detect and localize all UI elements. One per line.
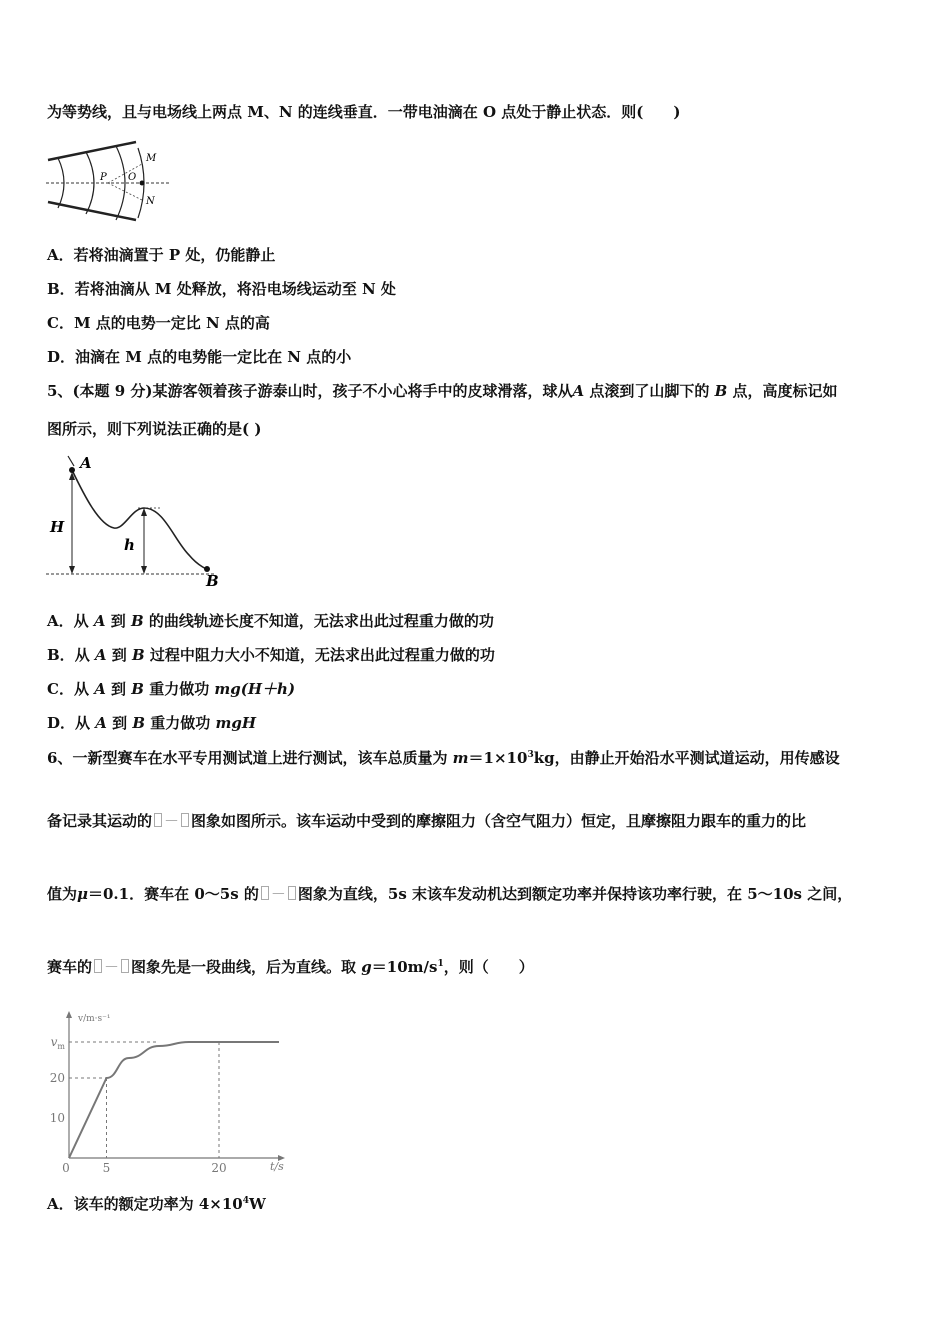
option-text: 从 <box>73 680 95 698</box>
stem-text: ＝10m/s <box>371 958 438 976</box>
q4-field-figure <box>44 140 174 222</box>
symbol-mu: μ <box>77 885 88 903</box>
q5-option-d <box>47 713 256 733</box>
superscript: 1 <box>437 959 444 969</box>
option-letter: A． <box>47 1195 74 1213</box>
dash: － <box>270 885 286 903</box>
option-text: M 点的电势一定比 N 点的高 <box>73 314 270 332</box>
dash: － <box>104 958 120 976</box>
option-letter: C． <box>47 680 74 698</box>
x-tick-label: 20 <box>211 1161 227 1174</box>
option-text: 若将油滴从 M 处释放，将沿电场线运动至 N 处 <box>74 280 396 298</box>
option-text: 从 <box>75 714 96 732</box>
q5-label-a: A <box>80 454 92 472</box>
point-b: B <box>714 382 728 400</box>
question-tag: (本题 9 分) <box>72 382 153 400</box>
stem-text: 图象先是一段曲线，后为直线。取 <box>131 958 362 976</box>
missing-glyph-icon <box>154 813 162 827</box>
vt-series-line <box>69 1042 279 1158</box>
option-text: 油滴在 M 点的电势能一定比在 N 点的小 <box>75 348 352 366</box>
option-text: 的曲线轨迹长度不知道，无法求出此过程重力做的功 <box>143 612 494 630</box>
stem-text: 备记录其运动的 <box>47 812 153 830</box>
q5-hill-figure <box>44 450 229 590</box>
missing-glyph-icon <box>94 959 102 973</box>
option-letter: A． <box>47 246 74 264</box>
q5-label-h-lower: h <box>124 536 135 554</box>
q4-option-a <box>47 245 275 265</box>
stem-text: ，则（ ） <box>443 958 534 976</box>
stem-text: 值为 <box>47 885 78 903</box>
q5-option-b <box>47 645 495 665</box>
stem-text: kg，由静止开始沿水平测试道运动，用传感设 <box>533 749 840 767</box>
q4-label-n: N <box>146 196 155 207</box>
q5-option-a <box>47 611 494 631</box>
point-b: B <box>132 714 146 732</box>
q4-option-c <box>47 313 270 333</box>
stem-text: 某游客领着孩子游泰山时，孩子不小心将手中的皮球滑落，球从 <box>152 382 573 400</box>
stem-text: ＝0.1．赛车在 0～5s 的 <box>88 885 259 903</box>
stem-text: 图象为直线，5s 末该车发动机达到额定功率并保持该功率行驶，在 5～10s 之间， <box>297 885 853 903</box>
option-text: W <box>249 1195 266 1213</box>
q4-option-d <box>47 347 351 367</box>
y-axis-label: v/m·s⁻¹ <box>78 1014 111 1024</box>
point-a: A <box>572 382 585 400</box>
option-text: 若将油滴置于 P 处，仍能静止 <box>73 246 276 264</box>
point-b: B <box>130 612 144 630</box>
stem-text: ＝1×10 <box>468 749 528 767</box>
missing-glyph-icon <box>288 886 296 900</box>
y-tick-label: 20 <box>49 1071 65 1085</box>
q5-label-h-upper: H <box>50 518 65 536</box>
point-b: B <box>131 680 144 698</box>
q4-label-m: M <box>146 153 157 164</box>
point-a: A <box>93 612 106 630</box>
stem-text: 图象如图所示。该车运动中受到的摩擦阻力（含空气阻力）恒定，且摩擦阻力跟车的重力的比 <box>191 812 807 830</box>
q6-stem-line1 <box>47 748 840 768</box>
option-letter: D． <box>47 348 76 366</box>
q6-vt-chart <box>42 1008 302 1174</box>
question-number: 5、 <box>47 382 73 400</box>
superscript: 3 <box>527 750 534 760</box>
option-text: 到 <box>106 714 133 732</box>
stem-text: 一新型赛车在水平专用测试道上进行测试，该车总质量为 <box>72 749 453 767</box>
q4-label-o: O <box>128 172 137 183</box>
option-text: 从 <box>73 612 94 630</box>
stem-text: 点，高度标记如 <box>727 382 838 400</box>
point-a: A <box>95 714 107 732</box>
symbol-m: m <box>452 749 469 767</box>
q6-stem-line3 <box>47 884 852 904</box>
option-text: 该车的额定功率为 4×10 <box>73 1195 243 1213</box>
q5-stem-line1 <box>47 381 838 401</box>
q5-label-b: B <box>206 572 219 590</box>
option-letter: B． <box>47 646 75 664</box>
point-a: A <box>94 646 107 664</box>
missing-glyph-icon <box>121 959 129 973</box>
option-text: 到 <box>105 612 131 630</box>
formula: mg(H＋h) <box>214 680 296 698</box>
q4-option-b <box>47 279 396 299</box>
option-letter: D． <box>47 714 76 732</box>
q6-stem-line2 <box>47 811 806 831</box>
point-b: B <box>132 646 145 664</box>
dash: － <box>164 812 180 830</box>
y-tick-label: $v_m$ <box>50 1035 65 1051</box>
missing-glyph-icon <box>261 886 269 900</box>
option-text: 过程中阻力大小不知道，无法求出此过程重力做的功 <box>144 646 495 664</box>
symbol-g: g <box>361 958 372 976</box>
option-letter: A． <box>47 612 74 630</box>
q5-option-c <box>47 679 295 699</box>
superscript: 4 <box>242 1196 250 1206</box>
q6-option-a <box>47 1194 266 1214</box>
y-tick-label: 10 <box>49 1111 65 1125</box>
q6-stem-line4 <box>47 957 534 977</box>
formula: mgH <box>215 714 257 732</box>
q4-stem-tail: 为等势线，且与电场线上两点 M、N 的连线垂直．一带电油滴在 O 点处于静止状态．则( ) <box>47 103 681 121</box>
option-letter: C． <box>47 314 74 332</box>
option-letter: B． <box>47 280 75 298</box>
stem-text: 赛车的 <box>47 958 93 976</box>
option-text: 重力做功 <box>145 714 216 732</box>
stem-text: 点滚到了山脚下的 <box>584 382 715 400</box>
option-text: 到 <box>105 680 132 698</box>
y-axis-arrow <box>66 1011 72 1018</box>
x-tick-label: 0 <box>62 1161 70 1174</box>
q4-label-p: P <box>100 172 107 183</box>
x-tick-label: 5 <box>102 1161 111 1174</box>
point-a: A <box>94 680 106 698</box>
x-axis-label: t/s <box>270 1160 284 1173</box>
missing-glyph-icon <box>181 813 189 827</box>
option-text: 重力做功 <box>143 680 215 698</box>
option-text: 到 <box>106 646 133 664</box>
option-text: 从 <box>74 646 95 664</box>
q5-stem-line2: 图所示，则下列说法正确的是( ) <box>47 420 262 438</box>
question-number: 6、 <box>47 749 73 767</box>
